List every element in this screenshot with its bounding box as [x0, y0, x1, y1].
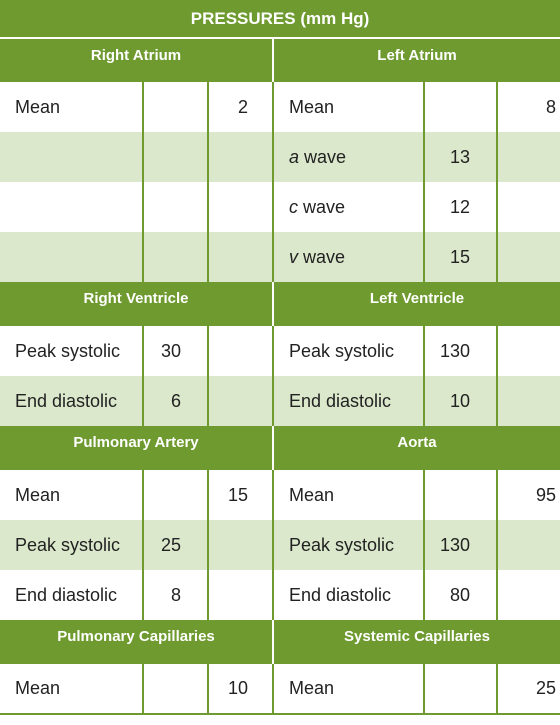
- right-value-cell: [424, 82, 497, 132]
- table-row: [0, 470, 560, 520]
- section-heading-left: Pulmonary Capillaries: [0, 620, 273, 664]
- section-heading-right: Systemic Capillaries: [273, 620, 560, 664]
- section-heading-left: Right Ventricle: [0, 282, 273, 326]
- right-value-cell: 130: [424, 326, 497, 376]
- right-label-text: wave: [298, 246, 346, 267]
- right-value-cell: 80: [424, 570, 497, 620]
- left-label-cell: [0, 232, 143, 282]
- right-value-cell: 8: [497, 82, 560, 132]
- right-label-text: Mean: [289, 484, 335, 505]
- table-row: [0, 664, 560, 714]
- left-label-cell: Peak systolic: [15, 340, 121, 361]
- table-row: [0, 570, 560, 620]
- left-label-cell: Peak systolic: [0, 520, 143, 570]
- table-row: [0, 326, 560, 376]
- left-value-cell: [208, 376, 273, 426]
- left-value-cell: [208, 570, 273, 620]
- table-row: [0, 132, 560, 182]
- left-value-cell: [208, 182, 273, 232]
- right-value-cell: [497, 182, 560, 232]
- right-label-cell: [273, 470, 424, 520]
- right-label-text: End diastolic: [289, 390, 392, 411]
- right-value-cell: [497, 232, 560, 282]
- section-heading-right: Left Ventricle: [273, 282, 560, 326]
- right-label-text: Mean: [289, 678, 335, 698]
- table-row: [0, 82, 560, 132]
- left-value-cell: 10: [208, 664, 273, 714]
- left-value-cell: 30: [143, 326, 208, 376]
- left-value-cell: [143, 664, 208, 714]
- right-label-text: wave: [299, 146, 347, 167]
- left-value-cell: [208, 326, 273, 376]
- right-value-cell: [497, 132, 560, 182]
- table-row: [0, 232, 560, 282]
- section-header-row: [0, 282, 560, 326]
- section-heading-right: Aorta: [273, 426, 560, 470]
- left-label-cell: Mean: [15, 96, 61, 117]
- left-value-cell: [143, 182, 208, 232]
- section-heading-right: Left Atrium: [273, 38, 560, 82]
- right-label-text: Peak systolic: [289, 534, 395, 555]
- right-label-cell: [273, 182, 424, 232]
- right-value-cell: 95: [497, 470, 560, 520]
- wave-letter: a: [289, 146, 300, 167]
- right-label-cell: [273, 326, 424, 376]
- right-label-text: Mean: [289, 96, 335, 117]
- left-value-cell: [143, 132, 208, 182]
- right-label-cell: [273, 82, 424, 132]
- right-value-cell: 12: [424, 182, 497, 232]
- right-value-cell: 25: [497, 664, 560, 714]
- section-heading-left: Right Atrium: [0, 38, 273, 82]
- left-value-cell: [208, 132, 273, 182]
- table-row: [0, 376, 560, 426]
- left-value-cell: 15: [208, 470, 273, 520]
- left-value-cell: [143, 470, 208, 520]
- table-title-row: [0, 0, 560, 38]
- left-label-cell: [0, 132, 143, 182]
- left-label-cell: End diastolic: [0, 376, 143, 426]
- section-header-row: [0, 426, 560, 470]
- right-value-cell: [497, 376, 560, 426]
- left-value-cell: [208, 232, 273, 282]
- left-value-cell: 6: [143, 376, 208, 426]
- right-value-cell: [497, 520, 560, 570]
- left-label-cell: Mean: [15, 484, 61, 505]
- right-value-cell: 130: [424, 520, 497, 570]
- wave-letter: c: [289, 196, 298, 217]
- right-label-text: Peak systolic: [289, 340, 395, 361]
- left-label-cell: Mean: [0, 664, 143, 714]
- left-value-cell: [208, 520, 273, 570]
- right-value-cell: 10: [424, 376, 497, 426]
- left-value-cell: 25: [143, 520, 208, 570]
- right-value-cell: 15: [424, 232, 497, 282]
- left-value-cell: 8: [143, 570, 208, 620]
- right-label-cell: [273, 132, 424, 182]
- table-body: [0, 38, 560, 714]
- right-label-cell: [273, 376, 424, 426]
- right-label-cell: [273, 520, 424, 570]
- table-row: [0, 182, 560, 232]
- right-label-cell: [273, 664, 424, 714]
- left-value-cell: 2: [208, 82, 273, 132]
- right-label-text: End diastolic: [289, 584, 392, 605]
- right-label-cell: [273, 570, 424, 620]
- section-header-row: [0, 620, 560, 664]
- section-heading-left: Pulmonary Artery: [0, 426, 273, 470]
- right-value-cell: [424, 664, 497, 714]
- left-label-cell: End diastolic: [15, 584, 118, 605]
- table-title: PRESSURES (mm Hg): [0, 0, 560, 38]
- wave-letter: v: [289, 246, 298, 267]
- right-value-cell: [497, 570, 560, 620]
- right-label-text: wave: [298, 196, 346, 217]
- section-header-row: [0, 38, 560, 82]
- right-value-cell: 13: [424, 132, 497, 182]
- left-value-cell: [143, 232, 208, 282]
- table-row: [0, 520, 560, 570]
- left-value-cell: [143, 82, 208, 132]
- right-value-cell: [497, 326, 560, 376]
- left-label-cell: [0, 182, 143, 232]
- right-value-cell: [424, 470, 497, 520]
- right-label-cell: [273, 232, 424, 282]
